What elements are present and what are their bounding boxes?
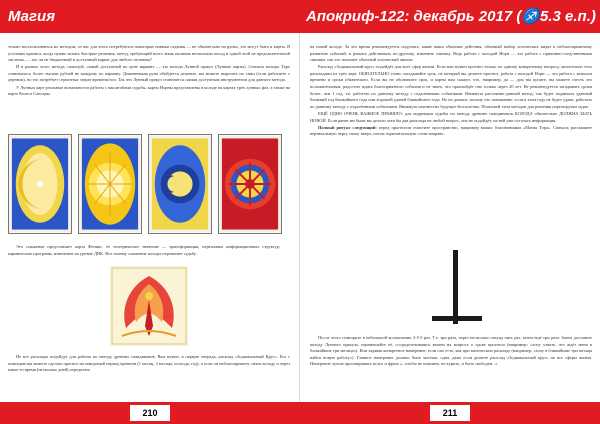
left-bottom-paragraph: Не все расклады подойдут для работы по методу древних скандинавов. Вам нужен, в первую очередь, расклад «Зодиакальный Круг». Его с помощью вы можете сделать прогноз на заведомый период времени (1 месяц, 3 месяца, полгода, год), а если он неблагоприятен, снять колоду и через какое-то время (несколько дней) переделать: [8, 354, 290, 373]
card-caption-block: [8, 244, 280, 258]
rune-cross-icon: [406, 246, 508, 330]
right-paragraph-4: [310, 125, 592, 138]
left-text-top: [8, 44, 290, 98]
left-page-header: [0, 0, 300, 33]
ritual-title: Полный ритуал следующий:: [318, 124, 377, 130]
right-text-top: [310, 44, 592, 138]
full-moon-card: [78, 134, 142, 234]
phoenix-caption: Это сожжение представляет карта Феникс, её эзотерическое значение — трансформация, переплавка информационных структур, кармических программ, изменение на уровне ДНК. Вот почему сожжение колоды перепишет судьбу.: [8, 244, 280, 256]
new-moon-card: [148, 134, 212, 234]
right-page-header: [300, 0, 600, 33]
left-paragraph-2: И в рамках этого метода, пожалуй, самый доступный по цене вариант — это колода Лунной оракул (Лунные карты). Сначала колоды Таро становилось более тысячи рублей не каждому по карману. Дешевенькая руна обойдется дешевле, вы можете вырезать их сами (если работаете с деревом), но это потребует серьезных затрат времени/сил. Так что Лунный оракул становится самым доступным инструментом для данного метода.: [8, 64, 290, 83]
wheel-card: [218, 134, 282, 234]
left-header-title: Магия: [8, 8, 56, 25]
right-page-footer: [300, 402, 600, 424]
left-paragraph-3: У Лунных карт реальные возможности работы с масштабами судьбы, карты Норны представлены в колоде на картах трёх лунных фаз, а также на карте Колеса Сансары.: [8, 84, 290, 97]
left-page-footer: [0, 402, 300, 424]
phoenix-card: [110, 266, 188, 346]
left-page-number: 210: [130, 405, 170, 421]
right-header-title: Апокриф-122: декабрь 2017 (♐5.3 е.п.): [306, 8, 596, 25]
left-paragraph-1: тельно воспользоваться их методом, от вас для этого потребуются некоторые навыки гадания — не обязательно на рунах, это могут быть и карты. В условиях кризиса, когда нужно искать быстрые решения, метод, требующий всего лишь наличия нескольких колод и одной этой не предсказательной системы, — это ли не бюджетный и доступный каркас для любого человека?: [8, 44, 290, 63]
right-page-number: 211: [430, 405, 470, 421]
right-bottom-paragraph: После этого повторите в небольшой колокольчик 3-5-3 раз. Т.е. три раза, через несколько секунд пять раз, затем ещё три раза. Затем достаньте колоду Лунного оракула, перемешайте её, сосредоточившись вашем на вопросе о сроке прогноза (например: «хочу узнать, что ждёт меня в ближайшие три месяца»). Или задавая конкретное намерение, если оно есть, как при магическом раскладе (например: «хочу в ближайшие три месяца найти новую работу»). Главное намерение должно быть чистым, одна, даже если делаете расклад «Зодиакальный круг» на все сферы жизни. Намерение лучше проговаривать вслух и фраза «...чтобы не помнить, не курить, и быть свободен...»: [310, 335, 592, 367]
right-text-bottom: [310, 335, 592, 368]
crescent-moon-card: [8, 134, 72, 234]
right-paragraph-2: Расклад «Зодиакальный круг» подойдёт для всех сфер жизни. Если вам нужен прогноз только по одному конкретному вопросу, желательно тесь раскладами из трёх карт. ОБЯЗАТЕЛЬНО точно загадывайте срок, не который вы делаете прогноз, работа с колодой Норн — это работа с каналом времени и сроки обязательно. Если вы не обозначите срок, и карты вам скажут, что, например, да — дом вы купите, вы можете счесть это положительным, радостно ждать благоприятного события и не знать, что произойдёт оно только через 20 лет. Не рекомендуется загадывать сроки более, чем 1 год, т.к. работать по данному методу с отдалёнными событиями. Вникнуть рассеянно-данный метод, так будет подавлять удачный ближний год ближайшего года или хорошей удачей ближайшего года. Но не дальше, потому что понимание: если в этом году не будет удачи, работать по данному методу с отдалёнными событиями. Вникнуть неизвестно будущее бесполезны. Попыткой этом методов для решения перезагрузки задач.: [310, 64, 592, 109]
right-paragraph-1: на новой колоде. За это время рекомендуется подумать, какие ваши обычные действия, обычный выбор логических видят к неблагоприятному развитию событий, и решить действовать по-другому, изменить тактику. Ведь работа с колодой Норн — это работа с причинно-следственными связями, так что поможет обычный логический анализ.: [310, 44, 592, 63]
ritual-text: перед прогнозом очистите пространство, например ваших благовониями «Магия Тора». Сначала расскажите вертикальную черту снизу вверх, потом горизонтальную слева направо.: [310, 124, 592, 137]
right-page: [300, 0, 600, 424]
right-paragraph-3: ЕЩЁ ОДНО ОЧЕНЬ ВАЖНОЕ ПРАВИЛО: для коррекции судьбы по методу древних скандинавов КОЛОДА обязательно ДОЛЖНА БЫТЬ НОВОЙ. Если ранее им были вы делали хотя бы два расклада на любой вопрос, она не подойдёт, на ней уже осталась информация.: [310, 110, 592, 123]
rune-cross-image: [406, 246, 508, 330]
left-text-bottom: [8, 354, 290, 374]
